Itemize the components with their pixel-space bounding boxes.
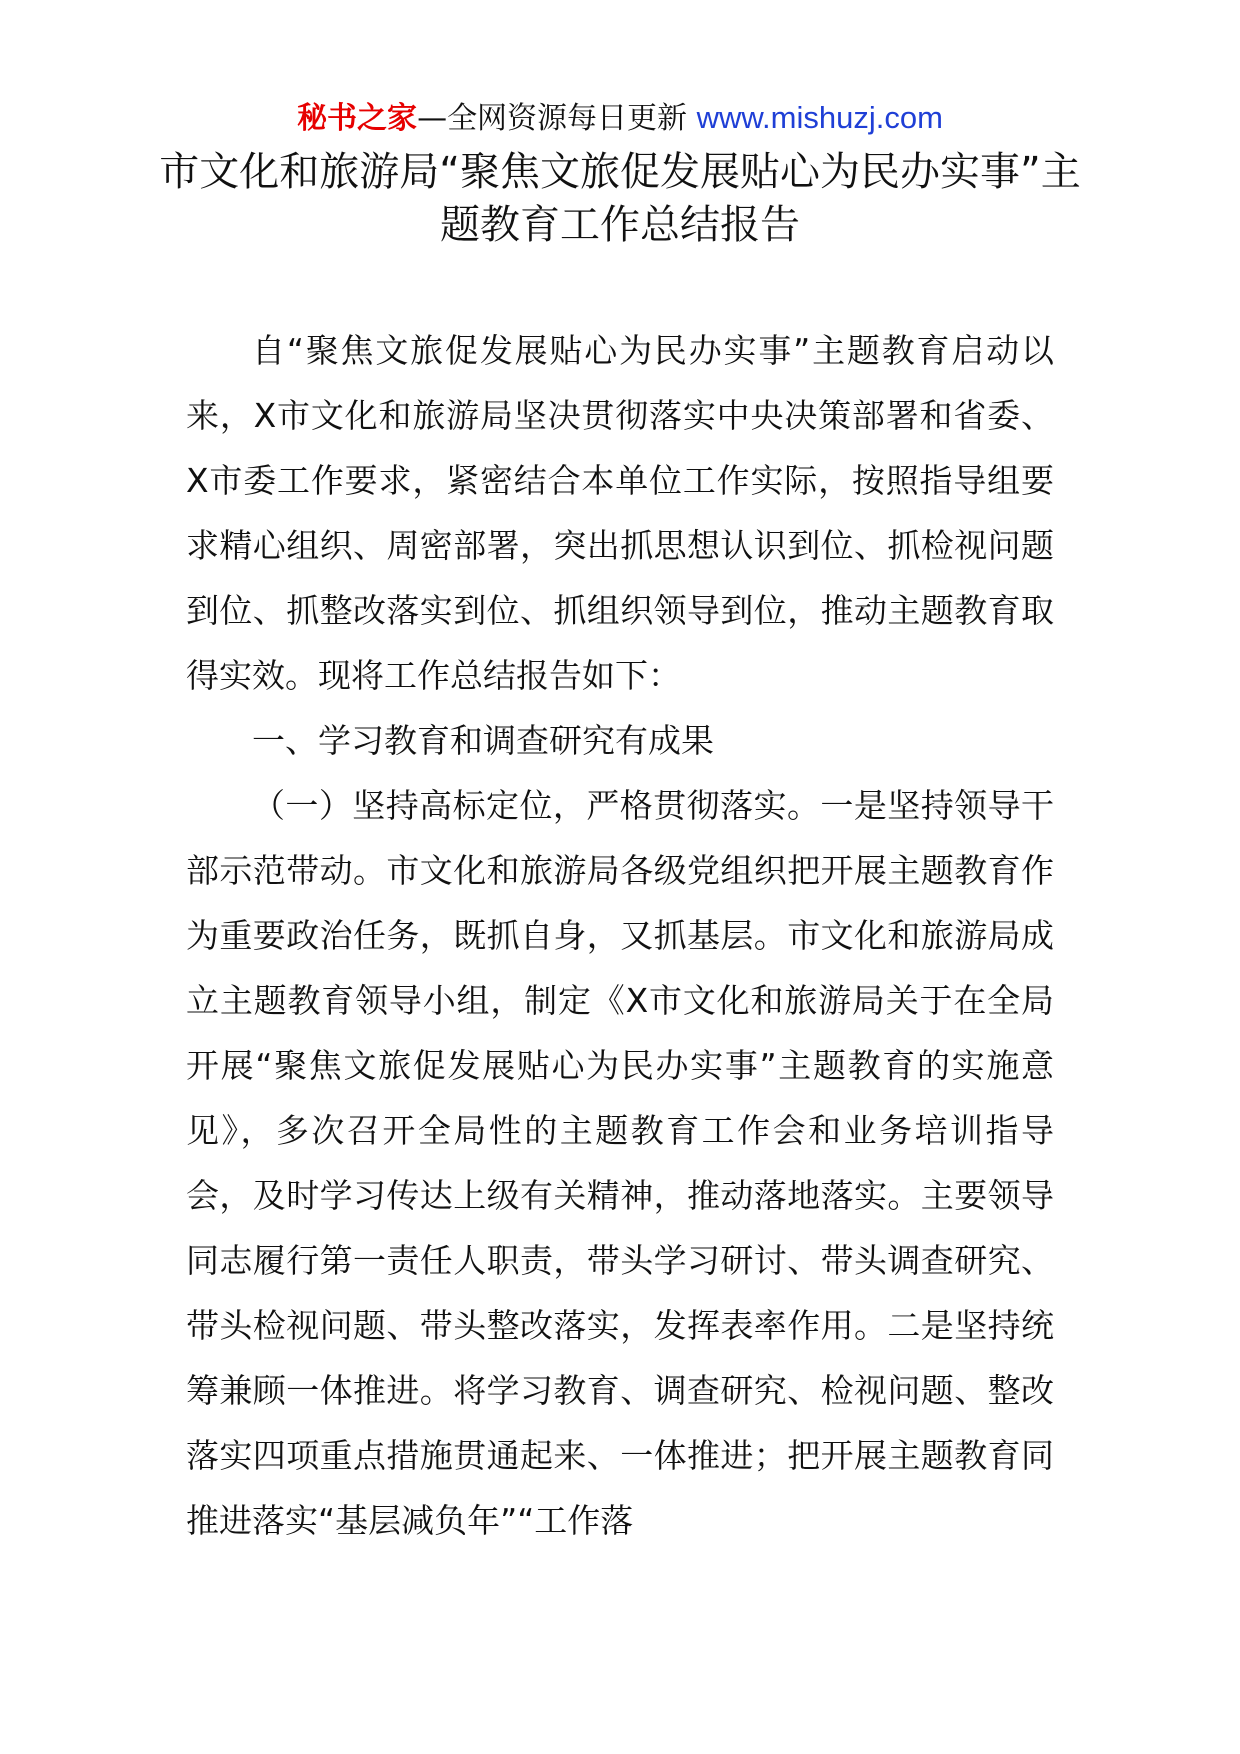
document-body [186, 318, 1054, 1553]
intro-paragraph: 自“聚焦文旅促发展贴心为民办实事”主题教育启动以来，X市文化和旅游局坚决贯彻落实中央决策部署和省委、X市委工作要求，紧密结合本单位工作实际，按照指导组要求精心组织、周密部署，突出抓思想认识到位、抓检视问题到位、抓整改落实到位、抓组织领导到位，推动主题教育取得实效。现将工作总结报告如下： [186, 331, 1054, 695]
brand-slogan: —全网资源每日更新 [417, 101, 697, 136]
body-paragraph: （一）坚持高标定位，严格贯彻落实。一是坚持领导干部示范带动。市文化和旅游局各级党组织把开展主题教育作为重要政治任务，既抓自身，又抓基层。市文化和旅游局成立主题教育领导小组，制定《X市文化和旅游局关于在全局开展“聚焦文旅促发展贴心为民办实事”主题教育的实施意见》，多次召开全局性的主题教育工作会和业务培训指导会，及时学习传达上级有关精神，推动落地落实。主要领导同志履行第一责任人职责，带头学习研讨、带头调查研究、带头检视问题、带头整改落实，发挥表率作用。二是坚持统筹兼顾一体推进。将学习教育、调查研究、检视问题、整改落实四项重点措施贯通起来、一体推进；把开展主题教育同推进落实“基层减负年”“工作落 [186, 786, 1054, 1540]
brand-name: 秘书之家 [297, 101, 418, 136]
website-link[interactable]: www.mishuzj.com [696, 100, 943, 135]
section-heading: 一、学习教育和调查研究有成果 [252, 721, 714, 760]
document-title: 市文化和旅游局“聚焦文旅促发展贴心为民办实事”主题教育工作总结报告 [159, 149, 1081, 248]
watermark-header [0, 98, 1240, 139]
